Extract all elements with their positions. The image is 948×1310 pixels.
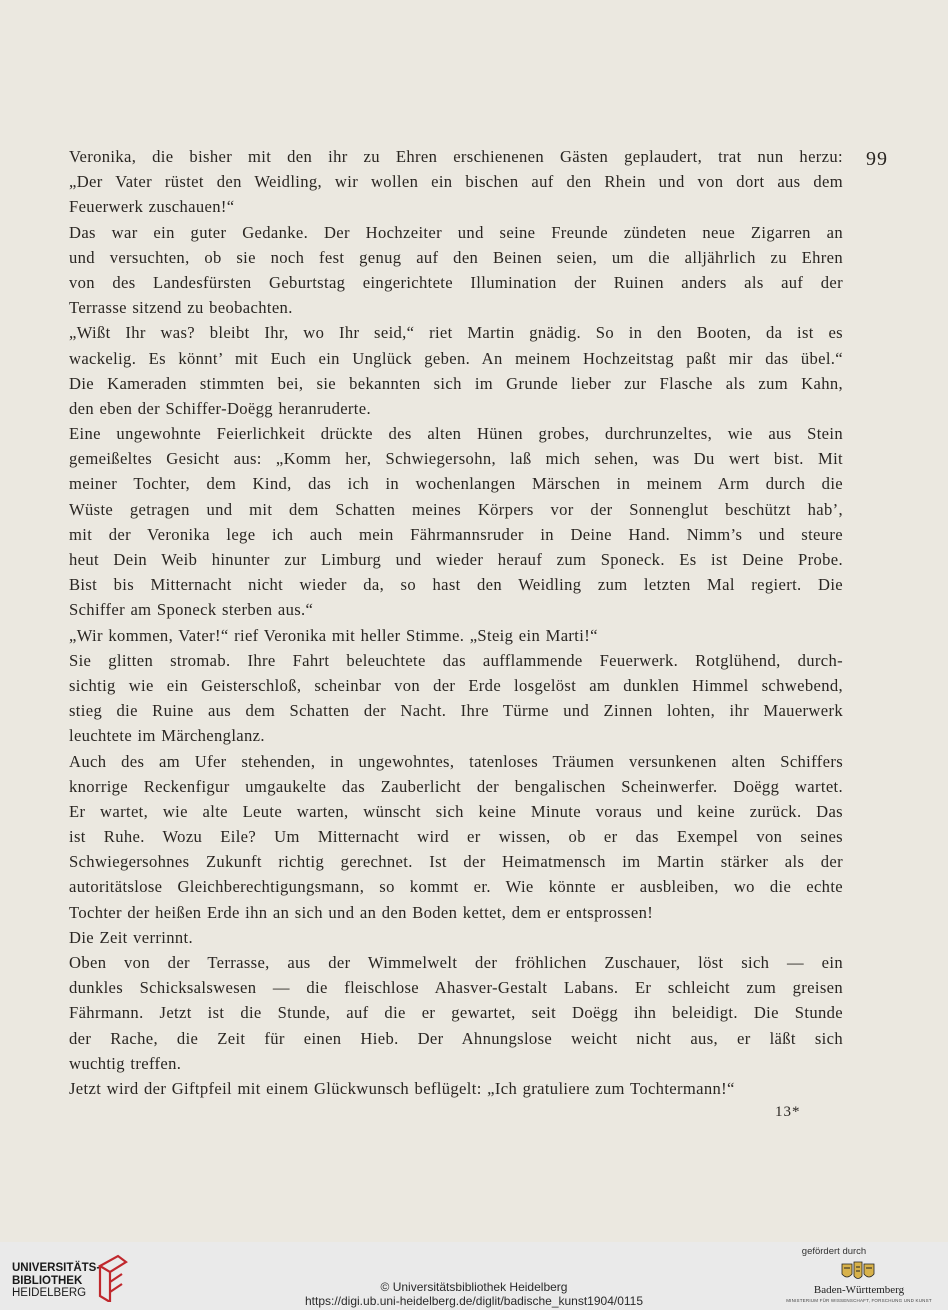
text-line: von des Landesfürsten Geburtstag eingerichtete Illumination der Ruinen anders als auf der bbox=[69, 272, 843, 292]
signature-mark: 13* bbox=[775, 1104, 801, 1120]
text-line: leuchtete im Märchenglanz. bbox=[69, 726, 265, 746]
text-line: Das war ein guter Gedanke. Der Hochzeiter und seine Freunde zündeten neue Zigarren an bbox=[69, 222, 843, 242]
text-line: Die Kameraden stimmten bei, sie bekannten sich im Grunde lieber zur Flasche als zum Kahn, bbox=[69, 373, 843, 393]
funded-by-label: gefördert durch bbox=[801, 1246, 867, 1257]
text-line: stieg die Ruine aus dem Schatten der Nacht. Ihre Türme und Zinnen lohten, ihr Mauerwerk bbox=[69, 701, 843, 721]
funder-name: Baden-Württemberg bbox=[813, 1284, 905, 1296]
text-line: autoritätslose Gleichberechtigungsmann, so kommt er. Wie könnte er ausbleiben, wo die echte bbox=[69, 877, 843, 897]
text-line: wackelig. Es könnt’ mit Euch ein Unglück geben. An meinem Hochzeitstag paßt mir das übel.“ bbox=[69, 348, 843, 368]
text-line: Schwiegersohnes Zukunft richtig gerechnet. Ist der Heimatmensch im Martin stärker als der bbox=[69, 852, 843, 872]
state-crest-icon bbox=[836, 1260, 880, 1282]
text-line: mit der Veronika lege ich auch mein Fährmannsruder in Deine Hand. Nimm’s und steure bbox=[69, 524, 843, 544]
funder-block[interactable] bbox=[784, 1246, 934, 1308]
text-line: den eben der Schiffer-Doëgg heranruderte. bbox=[69, 398, 371, 418]
text-line: Schiffer am Sponeck sterben aus.“ bbox=[69, 600, 314, 620]
library-name bbox=[12, 1262, 100, 1300]
library-name-line: BIBLIOTHEK bbox=[12, 1274, 83, 1287]
library-name-line: UNIVERSITÄTS- bbox=[12, 1262, 101, 1274]
text-line: ist Ruhe. Wozu Eile? Um Mitternacht wird er wissen, ob er das Exempel von seines bbox=[69, 827, 843, 847]
text-line: Tochter der heißen Erde ihn an sich und an den Boden kettet, dem er entsprossen! bbox=[69, 902, 654, 922]
text-line: wuchtig treffen. bbox=[69, 1053, 182, 1073]
text-line: „Der Vater rüstet den Weidling, wir wollen ein bischen auf den Rhein und von dort aus dem bbox=[69, 172, 843, 192]
permalink-url[interactable]: https://digi.ub.uni-heidelberg.de/diglit/badische_kunst1904/0115 bbox=[304, 1294, 644, 1308]
text-line: Veronika, die bisher mit den ihr zu Ehren erschienenen Gästen geplaudert, trat nun herzu: bbox=[69, 147, 843, 166]
text-line: Bist bis Mitternacht nicht wieder da, so hast den Weidling zum letzten Mal regiert. Die bbox=[69, 575, 843, 595]
text-line: „Wir kommen, Vater!“ rief Veronika mit heller Stimme. „Steig ein Marti!“ bbox=[69, 625, 598, 645]
text-line: Wüste getragen und mit dem Schatten meines Körpers vor der Sonnenglut beschützt hab’, bbox=[69, 499, 843, 519]
text-line: dunkles Schicksalswesen — die fleischlose Ahasver-Gestalt Labans. Er schleicht zum greisen bbox=[69, 978, 843, 998]
text-line: Auch des am Ufer stehenden, in ungewohntes, tatenloses Träumen versunkenen alten Schiffers bbox=[69, 751, 843, 771]
text-line: der Rache, die Zeit für einen Hieb. Der Ahnungslose weicht nicht aus, er läßt sich bbox=[69, 1028, 843, 1048]
page-number: 99 bbox=[866, 148, 888, 170]
footer-bar bbox=[0, 1242, 948, 1310]
text-line: meiner Tochter, dem Kind, das ich in wochenlangen Märschen in meinem Arm durch die bbox=[69, 474, 843, 494]
text-line: knorrige Reckenfigur umgaukelte das Zauberlicht der bengalischen Scheinwerfer. Doëgg wartet. bbox=[69, 776, 843, 796]
text-line: Die Zeit verrinnt. bbox=[69, 927, 193, 947]
body-text bbox=[69, 144, 843, 1101]
text-line: Feuerwerk zuschauen!“ bbox=[69, 197, 235, 217]
library-name-line: HEIDELBERG bbox=[12, 1287, 87, 1299]
text-line: Terrasse sitzend zu beobachten. bbox=[69, 298, 293, 318]
text-line: „Wißt Ihr was? bleibt Ihr, wo Ihr seid,“ riet Martin gnädig. So in den Booten, da ist es bbox=[69, 323, 843, 343]
text-line: Jetzt wird der Giftpfeil mit einem Glückwunsch beflügelt: „Ich gratuliere zum Tochtermann!“ bbox=[69, 1078, 735, 1098]
text-line: Oben von der Terrasse, aus der Wimmelwelt der fröhlichen Zuschauer, löst sich — ein bbox=[69, 953, 843, 972]
funder-ministry: MINISTERIUM FÜR WISSENSCHAFT, FORSCHUNG UND KUNST bbox=[786, 1298, 932, 1303]
copyright-notice: © Universitätsbibliothek Heidelberg bbox=[380, 1280, 568, 1294]
text-line: Er wartet, wie alte Leute warten, wünscht sich keine Minute voraus und keine zurück. Das bbox=[69, 801, 843, 821]
text-line: Eine ungewohnte Feierlichkeit drückte des alten Hünen grobes, durchrunzeltes, wie aus Stein bbox=[69, 424, 843, 444]
text-line: gemeißeltes Gesicht aus: „Komm her, Schwiegersohn, laß mich sehen, was Du wert bist. Mit bbox=[69, 449, 843, 469]
text-line: und versuchten, ob sie noch fest genug auf den Beinen seien, um die alljährlich zu Ehren bbox=[69, 247, 843, 267]
text-line: sichtig wie ein Geisterschloß, scheinbar von der Erde losgelöst am dunklen Himmel schwebend, bbox=[69, 675, 843, 695]
text-line: Sie glitten stromab. Ihre Fahrt beleuchtete das aufflammende Feuerwerk. Rotglühend, durch- bbox=[69, 650, 843, 670]
text-line: heut Dein Weib hinunter zur Limburg und wieder herauf zum Sponeck. Es ist Deine Probe. bbox=[69, 550, 843, 569]
text-line: Fährmann. Jetzt ist die Stunde, auf die er gewartet, seit Doëgg ihn beleidigt. Die Stunde bbox=[69, 1003, 843, 1023]
